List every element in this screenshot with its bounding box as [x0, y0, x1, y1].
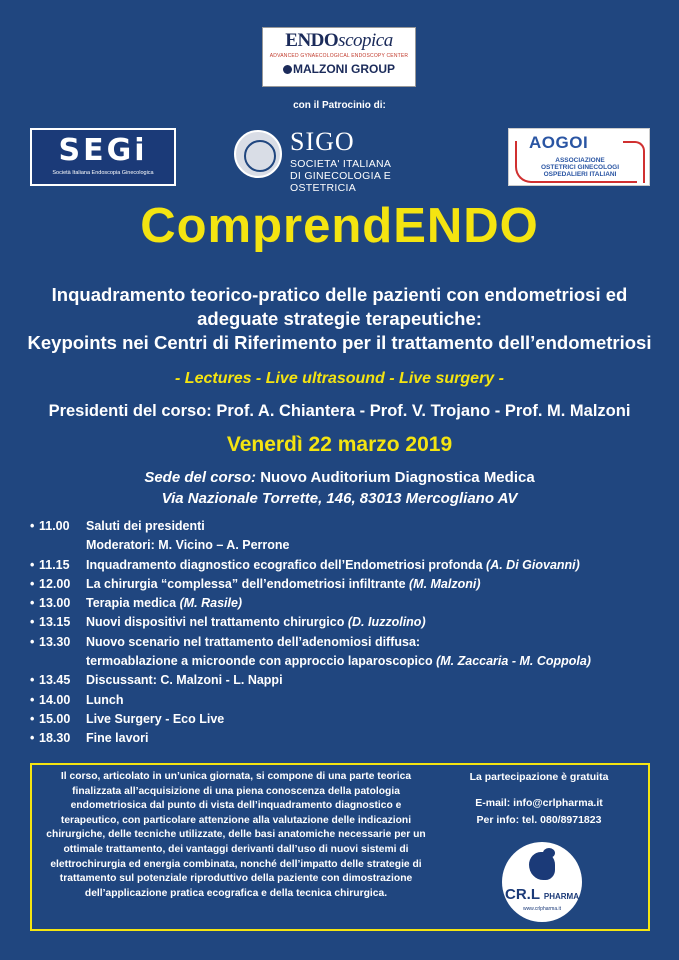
participation-free: La partecipazione è gratuita: [469, 771, 609, 783]
program-text: [86, 652, 650, 671]
program-speaker: (M. Malzoni): [409, 576, 481, 591]
program-text: [86, 691, 650, 710]
program-item: [30, 536, 650, 555]
program-item: [30, 652, 650, 671]
program-title: Fine lavori: [86, 731, 149, 746]
program-text: [86, 613, 650, 632]
crl-name: CR.L PHARMA: [504, 886, 579, 903]
crl-bird-icon: [529, 852, 555, 880]
contact-email: E-mail: info@crlpharma.it: [475, 797, 603, 809]
aogoi-curve-end-icon: [623, 141, 645, 183]
program-item: [30, 517, 650, 536]
program-time: 13.15: [39, 615, 71, 630]
program-speaker: (M. Zaccaria - M. Coppola): [436, 654, 591, 669]
venue-address: Via Nazionale Torrette, 146, 83013 Mercogliano AV: [161, 490, 518, 507]
sigo-name: SIGO: [290, 127, 355, 156]
program-time: 13.45: [39, 673, 71, 688]
bullet-icon: •: [30, 634, 35, 649]
sigo-logo: [234, 127, 454, 194]
program-text: [86, 671, 650, 690]
program-item: [30, 729, 650, 748]
program-item: [30, 594, 650, 613]
bullet-icon: •: [30, 576, 35, 591]
endoscopica-logo: [262, 27, 416, 87]
venue-label: Sede del corso:: [144, 469, 257, 486]
endoscopica-logo-subtitle: ADVANCED GYNAECOLOGICAL ENDOSCOPY CENTER: [269, 53, 409, 59]
program-time: 13.30: [39, 634, 71, 649]
program-time: 15.00: [39, 711, 71, 726]
malzoni-group-label: MALZONI GROUP: [263, 62, 415, 76]
program-time: 14.00: [39, 692, 71, 707]
segi-name: SEGi: [58, 133, 148, 168]
program-item: [30, 556, 650, 575]
program-text: [86, 633, 650, 652]
contact-block: [432, 769, 646, 829]
program-title: Nuovi dispositivi nel trattamento chirurgico: [86, 615, 348, 630]
bullet-icon: •: [30, 519, 35, 533]
program-time: 11.15: [39, 557, 70, 572]
program-title: Saluti dei presidenti: [86, 519, 205, 533]
sigo-seal-icon: [234, 130, 282, 178]
program-item: [30, 613, 650, 632]
venue-name: Nuovo Auditorium Diagnostica Medica: [256, 469, 535, 486]
endoscopica-logo-title: ENDOscopica: [285, 30, 393, 51]
program-speaker: (M. Rasile): [179, 596, 243, 611]
program-item: [30, 710, 650, 729]
program-list: [30, 517, 650, 749]
bullet-icon: •: [30, 615, 35, 630]
program-item: [30, 633, 650, 652]
subtitle-line-1: Inquadramento teorico-pratico delle pazienti con endometriosi ed: [51, 284, 628, 305]
program-title: La chirurgia “complessa” dell’endometriosi infiltrante: [86, 576, 409, 591]
program-speaker: (D. Iuzzolino): [347, 615, 426, 630]
program-text: [86, 594, 650, 613]
program-item: [30, 691, 650, 710]
program-text: [86, 710, 650, 729]
program-time: 11.00: [39, 519, 70, 533]
program-title: Inquadramento diagnostico ecografico dell’Endometriosi profonda: [86, 557, 487, 572]
program-text: [86, 556, 650, 575]
bullet-icon: •: [30, 596, 35, 611]
program-time: 13.00: [39, 596, 71, 611]
course-description: Il corso, articolato in un’unica giornata, si compone di una parte teorica finalizzata all’acquisizione di una piena conoscenza della patologia endometriosica dal punto di vista dell’inquadramento diagnostico e terapeutico, con particolare attenzione alla valutazione delle indicazioni chirurgiche, delle tecniche utilizzate, delle basi anatomiche necessarie per un ottimale trattamento, dei vantaggi derivanti dall’uso di nuovi sistemi di elettrochirurgia ed energia combinata, nonché dell’impatto delle strategie di trattamento sul potenziale riproduttivo della paziente con dimostrazione dell’applicazione pratica ecografica e della tecnica chirurgica.: [46, 771, 426, 899]
bullet-icon: •: [30, 557, 35, 572]
bullet-icon: •: [30, 673, 35, 688]
program-item: [30, 575, 650, 594]
bullet-icon: •: [30, 731, 35, 746]
patrocinio-label: con il Patrocinio di:: [293, 100, 386, 111]
event-subtitle: [0, 283, 679, 355]
contact-phone: Per info: tel. 080/8971823: [476, 814, 602, 826]
program-time: 18.30: [39, 731, 71, 746]
event-venue: [0, 467, 679, 509]
malzoni-dot-icon: [283, 65, 292, 74]
crl-pharma-logo: [502, 842, 582, 922]
course-presidents: Presidenti del corso: Prof. A. Chiantera - Prof. V. Trojano - Prof. M. Malzoni: [48, 402, 631, 420]
program-title: Discussant: C. Malzoni - L. Nappi: [86, 673, 283, 688]
program-text: [86, 575, 650, 594]
program-text: [86, 729, 650, 748]
info-box: [30, 763, 650, 931]
segi-full-name: Società Italiana Endoscopia Ginecologica: [52, 170, 154, 176]
aogoi-logo: [508, 128, 650, 186]
subtitle-line-2: adeguate strategie terapeutiche:: [197, 308, 482, 329]
program-title: Moderatori: M. Vicino – A. Perrone: [86, 538, 290, 553]
subtitle-line-3: Keypoints nei Centri di Riferimento per il trattamento dell’endometriosi: [27, 332, 652, 353]
aogoi-name: AOGOI: [529, 133, 589, 152]
program-title: Live Surgery - Eco Live: [86, 711, 225, 726]
bullet-icon: •: [30, 711, 35, 726]
event-tagline: - Lectures - Live ultrasound - Live surgery -: [175, 370, 504, 387]
program-title: Lunch: [86, 692, 124, 707]
segi-logo: [30, 128, 176, 186]
program-title: Terapia medica: [86, 596, 180, 611]
event-date: Venerdì 22 marzo 2019: [226, 433, 453, 456]
aogoi-full-name: ASSOCIAZIONE OSTETRICI GINECOLOGI OSPEDALIERI ITALIANI: [541, 157, 620, 178]
bullet-icon: •: [30, 692, 35, 707]
program-speaker: (A. Di Giovanni): [486, 557, 580, 572]
program-title: Nuovo scenario nel trattamento dell’adenomiosi diffusa:: [86, 634, 421, 649]
sigo-full-name: SOCIETA' ITALIANA DI GINECOLOGIA E OSTETRICIA: [290, 158, 392, 194]
program-text: [86, 536, 650, 555]
event-title: ComprendENDO: [140, 199, 539, 253]
program-text: [86, 517, 650, 536]
program-item: [30, 671, 650, 690]
program-title: termoablazione a microonde con approccio laparoscopico: [86, 654, 437, 669]
crl-website: www.crlpharma.it: [522, 906, 562, 912]
program-time: 12.00: [39, 576, 71, 591]
